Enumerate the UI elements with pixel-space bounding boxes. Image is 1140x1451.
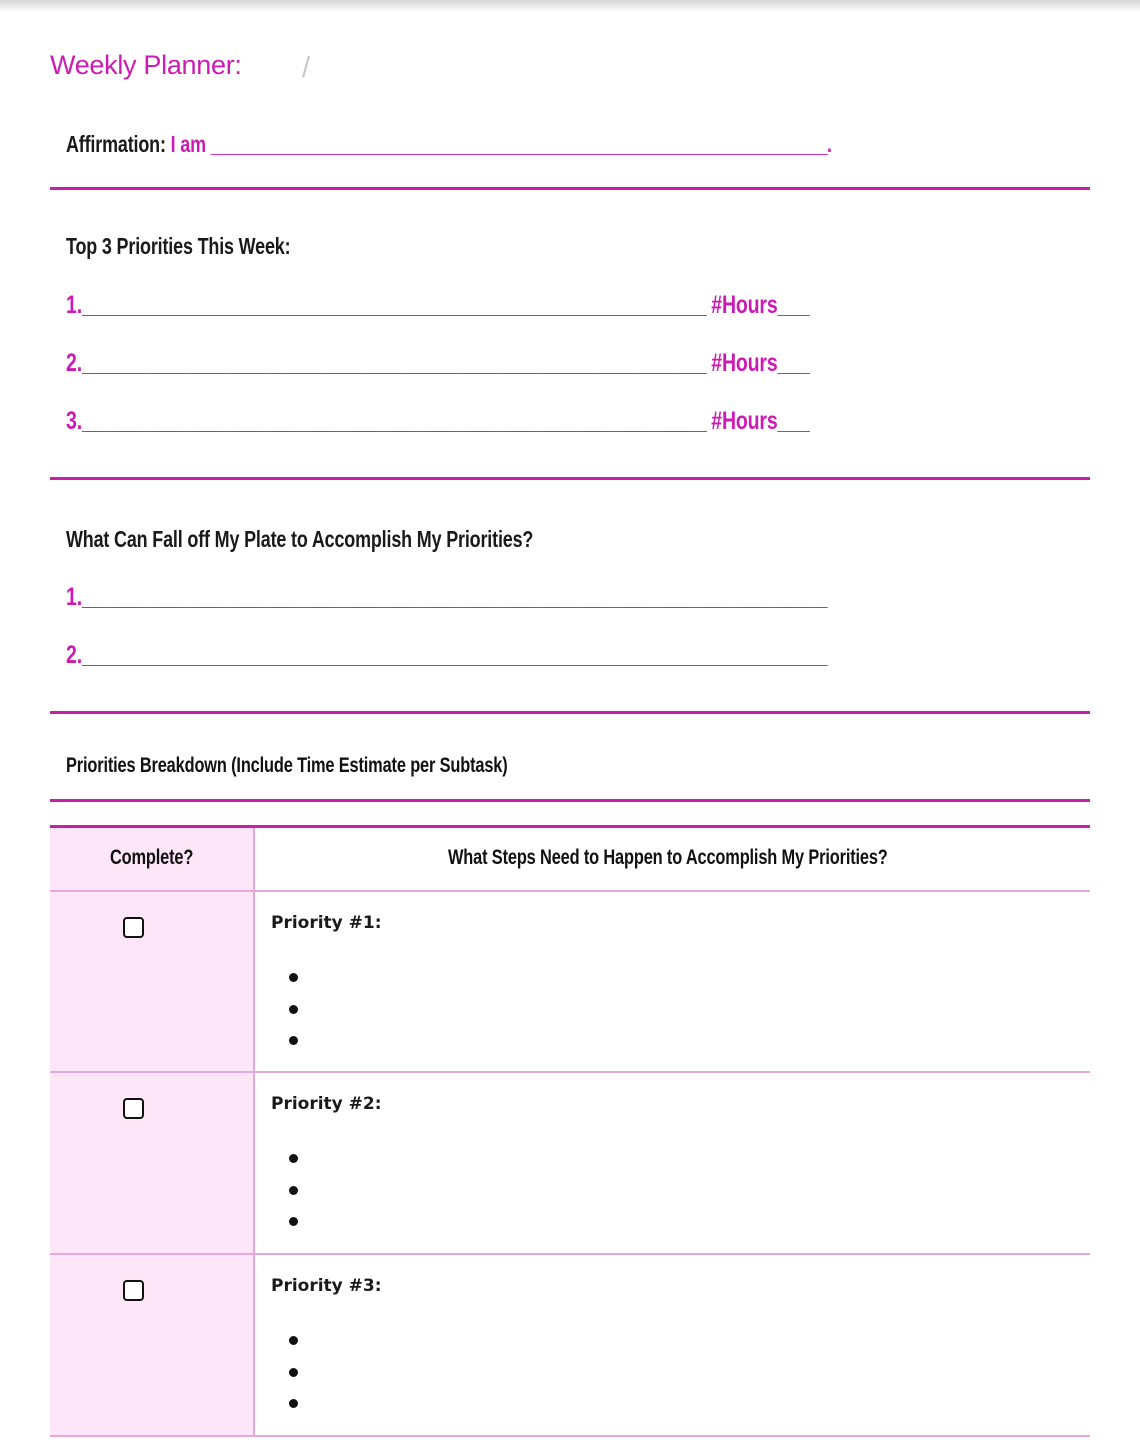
breakdown-heading: Priorities Breakdown (Include Time Estimate per Subtask) — [66, 754, 508, 777]
section-divider — [50, 711, 1090, 714]
row-divider — [50, 890, 1090, 892]
complete-column-header: Complete? — [110, 846, 194, 869]
complete-checkbox-1[interactable] — [123, 917, 144, 938]
complete-checkbox-3[interactable] — [123, 1280, 144, 1301]
complete-column — [50, 828, 253, 1437]
bullet-point — [289, 1186, 298, 1195]
fall-off-number: 1. — [66, 583, 82, 611]
priority-line-2[interactable] — [66, 349, 810, 378]
priorities-table — [50, 825, 1090, 1437]
fall-off-line-2[interactable] — [66, 641, 827, 670]
fall-off-line-1[interactable] — [66, 583, 827, 612]
priority-blank[interactable]: ______________________________________________________________ — [81, 291, 706, 319]
column-divider — [253, 828, 255, 1437]
affirmation-blank[interactable]: ___________________________________________________________________. — [210, 131, 832, 157]
affirmation-label: Affirmation: — [66, 131, 166, 157]
complete-checkbox-2[interactable] — [123, 1098, 144, 1119]
bullet-point — [289, 1036, 298, 1045]
affirmation-line[interactable] — [66, 131, 831, 158]
priorities-heading: Top 3 Priorities This Week: — [66, 233, 291, 259]
bullet-point — [289, 973, 298, 982]
priority-label-2: Priority #2: — [271, 1094, 382, 1114]
row-divider — [50, 1071, 1090, 1073]
priority-blank[interactable]: ______________________________________________________________ — [81, 349, 706, 377]
fall-off-heading: What Can Fall off My Plate to Accomplish My Priorities? — [66, 526, 534, 552]
section-divider — [50, 187, 1090, 190]
priority-label-1: Priority #1: — [271, 913, 382, 933]
priority-number: 3. — [66, 407, 82, 435]
hours-field[interactable]: #Hours___ — [711, 291, 810, 319]
bullet-point — [289, 1217, 298, 1226]
fall-off-number: 2. — [66, 641, 82, 669]
page-title: Weekly Planner: — [50, 50, 242, 80]
bullet-point — [289, 1368, 298, 1377]
section-divider — [50, 477, 1090, 480]
fall-off-blank[interactable]: __________________________________________________________________________ — [81, 641, 827, 669]
row-divider — [50, 1253, 1090, 1255]
bullet-point — [289, 1399, 298, 1408]
hours-field[interactable]: #Hours___ — [711, 407, 810, 435]
row-divider — [50, 1435, 1090, 1437]
hours-field[interactable]: #Hours___ — [711, 349, 810, 377]
page-top-shadow — [0, 0, 1140, 12]
date-separator: / — [302, 52, 311, 84]
priority-number: 2. — [66, 349, 82, 377]
priority-label-3: Priority #3: — [271, 1276, 382, 1296]
bullet-point — [289, 1005, 298, 1014]
fall-off-blank[interactable]: __________________________________________________________________________ — [81, 583, 827, 611]
priority-line-1[interactable] — [66, 291, 810, 320]
bullet-point — [289, 1336, 298, 1345]
priority-number: 1. — [66, 291, 82, 319]
section-divider — [50, 799, 1090, 802]
priority-line-3[interactable] — [66, 407, 810, 436]
priority-blank[interactable]: ______________________________________________________________ — [81, 407, 706, 435]
bullet-point — [289, 1154, 298, 1163]
affirmation-prefix: I am — [170, 131, 206, 157]
steps-column-header: What Steps Need to Happen to Accomplish My Priorities? — [448, 846, 888, 869]
